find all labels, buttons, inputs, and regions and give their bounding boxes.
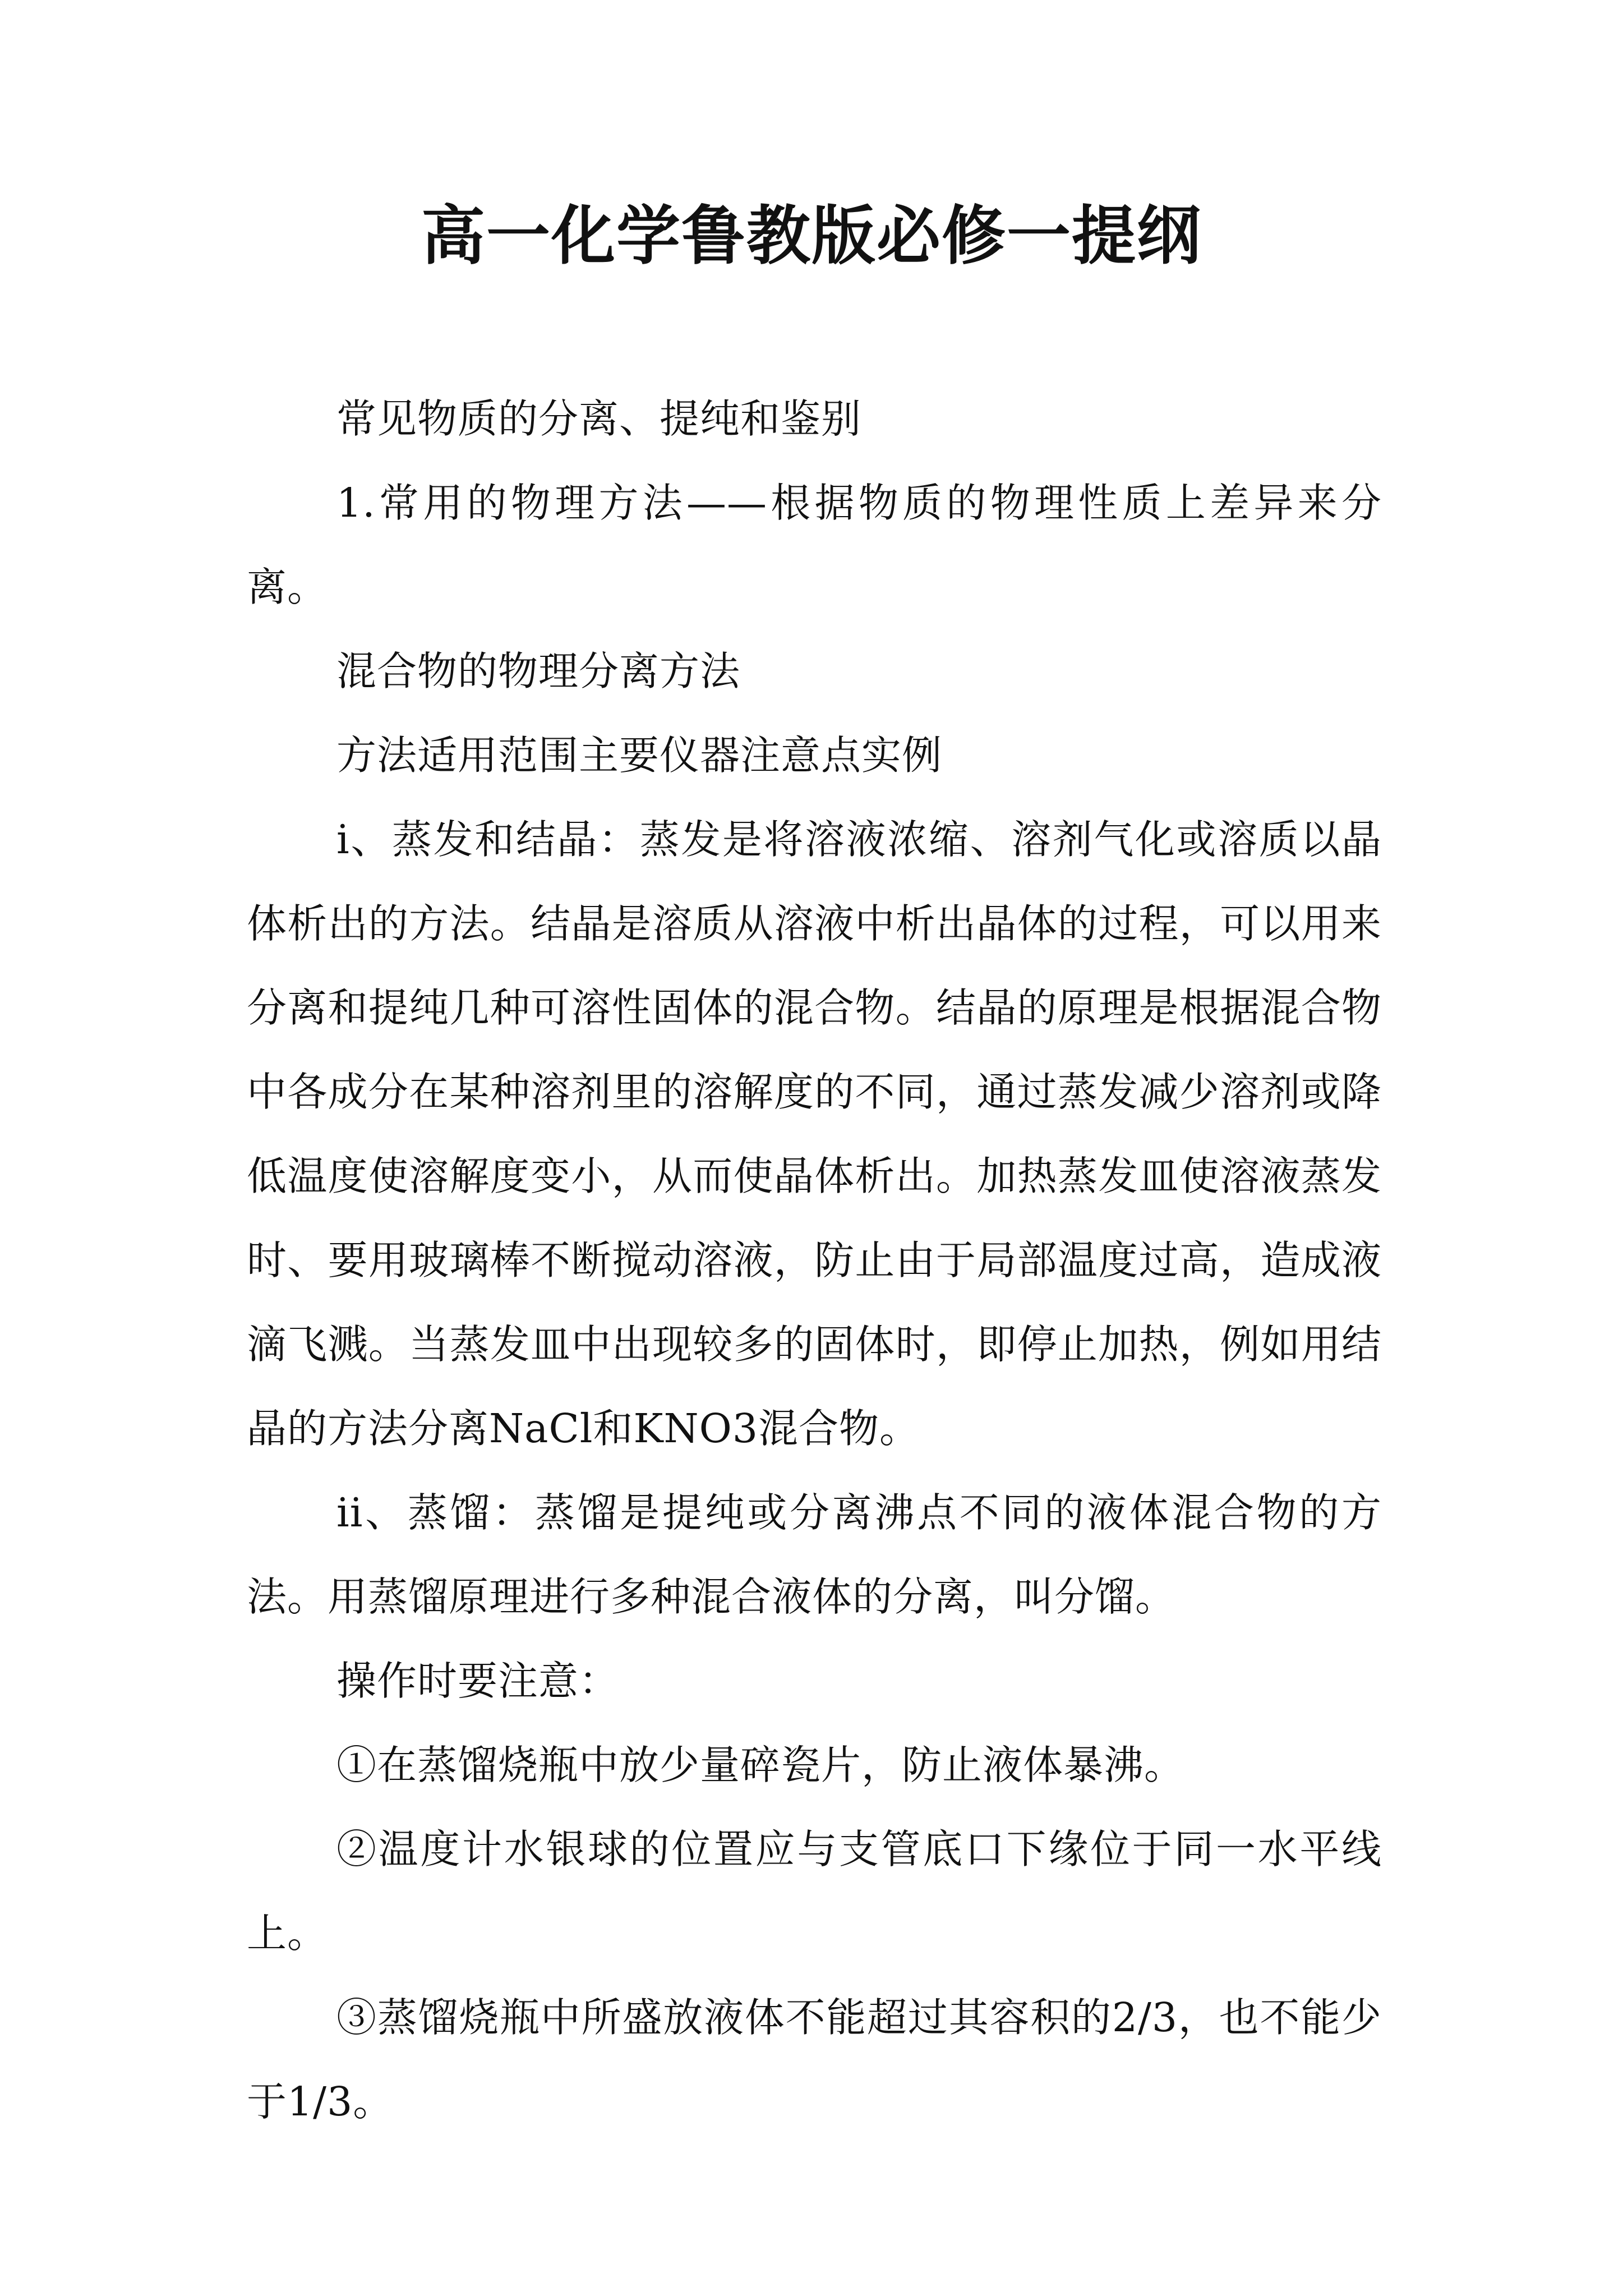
paragraph-distillation: ii、蒸馏：蒸馏是提纯或分离沸点不同的液体混合物的方法。用蒸馏原理进行多种混合液体的分离，叫分馏。	[247, 1489, 1382, 1620]
paragraph-table-header: 方法适用范围主要仪器注意点实例	[336, 732, 943, 779]
paragraph-mixture-separation: 混合物的物理分离方法	[336, 648, 741, 694]
paragraph-physical-methods: 1.常用的物理方法——根据物质的物理性质上差异来分离。	[247, 480, 1382, 610]
paragraph-note-1: ①在蒸馏烧瓶中放少量碎瓷片，防止液体暴沸。	[336, 1742, 1185, 1788]
paragraph-evaporation: i、蒸发和结晶：蒸发是将溶液浓缩、溶剂气化或溶质以晶体析出的方法。结晶是溶质从溶液中析出晶体的过程，可以用来分离和提纯几种可溶性固体的混合物。结晶的原理是根据混合物中各成分在某种溶剂里的溶解度的不同，通过蒸发减少溶剂或降低温度使溶解度变小，从而使晶体析出。加热蒸发皿使溶液蒸发时、要用玻璃棒不断搅动溶液，防止由于局部温度过高，造成液滴飞溅。当蒸发皿中出现较多的固体时，即停止加热，例如用结晶的方法分离NaCl和KNO3混合物。	[247, 816, 1382, 1452]
paragraph-heading: 常见物质的分离、提纯和鉴别	[336, 395, 862, 442]
document-body	[247, 377, 1382, 2144]
paragraph-note-2: ②温度计水银球的位置应与支管底口下缘位于同一水平线上。	[247, 1826, 1382, 1957]
paragraph-note-3: ③蒸馏烧瓶中所盛放液体不能超过其容积的2/3，也不能少于1/3。	[247, 1994, 1382, 2125]
document-title: 高一化学鲁教版必修一提纲	[421, 198, 1202, 273]
paragraph-notes-heading: 操作时要注意：	[336, 1658, 620, 1704]
